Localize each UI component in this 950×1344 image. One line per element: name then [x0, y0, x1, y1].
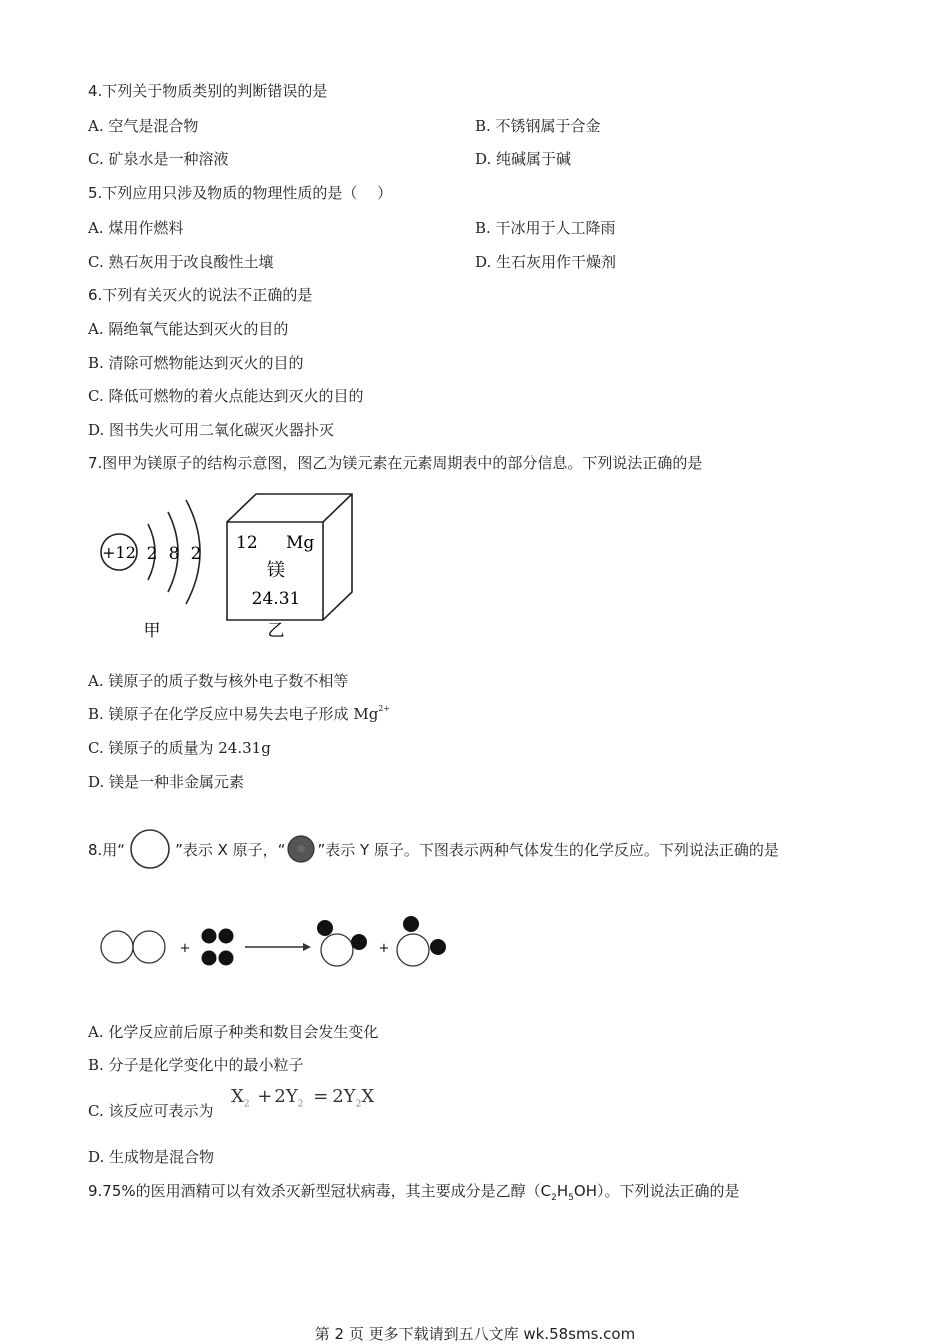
figure-a-caption: 甲: [143, 621, 161, 641]
mg-periodic-cell: [227, 494, 352, 641]
q5-stem: 5.下列应用只涉及物质的物理性质的是（ ）: [88, 184, 393, 202]
page-footer: 第 2 页 更多下载请到五八文库 wk.58sms.com: [314, 1325, 636, 1343]
q6-option-d: D. 图书失火可用二氧化碳灭火器扑灭: [88, 421, 335, 439]
q7-option-c: C. 镁原子的质量为 24.31g: [88, 739, 271, 757]
nucleus-charge: +12: [102, 543, 136, 562]
plus-sign-1: +: [179, 941, 191, 956]
q7-option-a: A. 镁原子的质子数与核外电子数不相等: [88, 672, 349, 690]
q5-option-a: A. 煤用作燃料: [88, 219, 184, 237]
q8-option-a: A. 化学反应前后原子种类和数目会发生变化: [88, 1023, 379, 1041]
y2x-molecule-2: [397, 916, 446, 966]
q4-stem: 4.下列关于物质类别的判断错误的是: [88, 82, 328, 100]
shell-3-count: 2: [190, 544, 202, 564]
atomic-number: 12: [236, 533, 258, 553]
q5-option-b: B. 干冰用于人工降雨: [475, 219, 616, 237]
y-atom-icon: [286, 834, 316, 864]
q8-equation: $X_2 + 2Y_2 = 2Y_2X$: [231, 1086, 375, 1110]
q6-option-a: A. 隔绝氧气能达到灭火的目的: [88, 320, 289, 338]
q7-option-d: D. 镁是一种非金属元素: [88, 773, 245, 791]
q5-option-c: C. 熟石灰用于改良酸性土壤: [88, 253, 274, 271]
charge-superscript: 2+: [378, 704, 391, 713]
q8-stem-part1: 8.用“: [88, 840, 126, 859]
shell-2-count: 8: [168, 544, 180, 564]
x2-molecule: [101, 931, 165, 963]
q8-reaction-diagram: [95, 910, 455, 974]
figure-b-caption: 乙: [267, 621, 285, 641]
q7-stem: 7.图甲为镁原子的结构示意图，图乙为镁元素在元素周期表中的部分信息。下列说法正确的是: [88, 454, 703, 472]
q6-option-c: C. 降低可燃物的着火点能达到灭火的目的: [88, 387, 364, 405]
q4-option-c: C. 矿泉水是一种溶液: [88, 150, 229, 168]
q8-option-d: D. 生成物是混合物: [88, 1148, 215, 1166]
plus-sign-2: +: [378, 941, 390, 956]
q7-option-b-text: B. 镁原子在化学反应中易失去电子形成 Mg: [88, 705, 379, 723]
q8-option-c: C. 该反应可表示为: [88, 1102, 214, 1120]
q6-option-b: B. 清除可燃物能达到灭火的目的: [88, 354, 304, 372]
shell-1-count: 2: [146, 544, 158, 564]
atomic-mass: 24.31: [251, 589, 301, 609]
y2x-molecule-1: [317, 920, 367, 966]
y2-molecules: [202, 929, 234, 966]
q4-option-a: A. 空气是混合物: [88, 117, 199, 135]
q7-option-b: [88, 703, 390, 724]
q6-stem: 6.下列有关灭火的说法不正确的是: [88, 286, 313, 304]
q7-figures: [90, 480, 370, 645]
mg-atom-diagram: [101, 500, 201, 641]
q8-option-b: B. 分子是化学变化中的最小粒子: [88, 1056, 304, 1074]
element-name: 镁: [267, 560, 285, 581]
x-atom-icon: [126, 829, 174, 869]
q8-stem-part2: ”表示 X 原子，“: [175, 840, 286, 859]
q5-option-d: D. 生石灰用作干燥剂: [475, 253, 617, 271]
reaction-arrow: [245, 943, 311, 951]
q4-option-d: D. 纯碱属于碱: [475, 150, 572, 168]
element-symbol: Mg: [286, 533, 315, 553]
q4-option-b: B. 不锈钢属于合金: [475, 117, 601, 135]
q8-stem: [88, 829, 779, 869]
q8-stem-part3: ”表示 Y 原子。下图表示两种气体发生的化学反应。下列说法正确的是: [317, 840, 779, 859]
q9-stem: 9.75%的医用酒精可以有效杀灭新型冠状病毒，其主要成分是乙醇$(C_2H_5OH)$。下列说法正确的是: [88, 1182, 740, 1203]
